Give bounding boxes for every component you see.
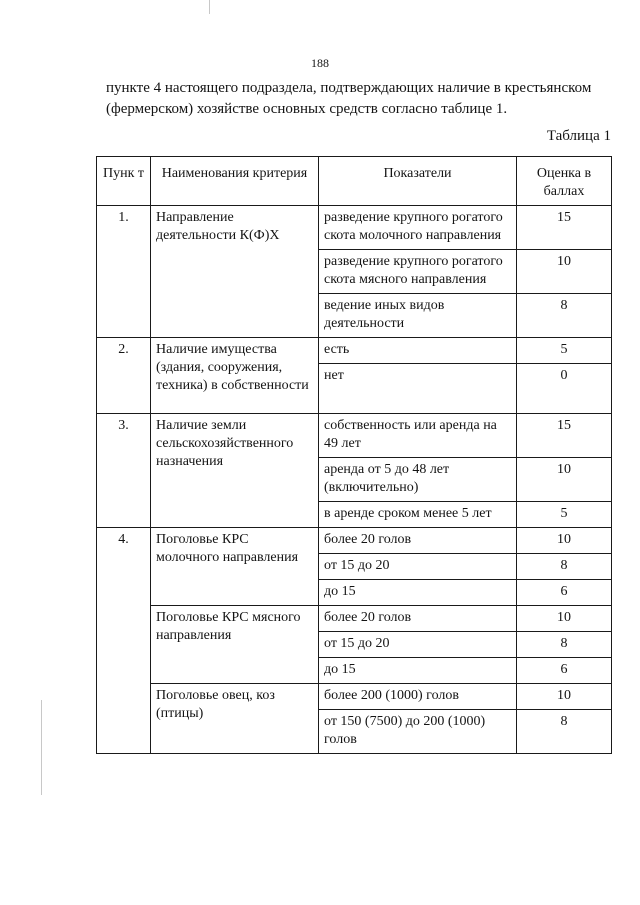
score-cell: 10 <box>517 250 612 294</box>
table-row <box>97 338 612 364</box>
criterion-cell: Направление деятельности К(Ф)Х <box>151 206 319 338</box>
indicator-cell: до 15 <box>319 580 517 606</box>
criterion-cell: Поголовье КРС молочного направления <box>151 528 319 606</box>
score-cell: 0 <box>517 364 612 414</box>
indicator-cell: более 20 голов <box>319 606 517 632</box>
header-indicator: Показатели <box>319 157 517 206</box>
indicator-cell: более 200 (1000) голов <box>319 684 517 710</box>
score-cell: 5 <box>517 502 612 528</box>
score-cell: 10 <box>517 606 612 632</box>
indicator-cell: от 150 (7500) до 200 (1000) голов <box>319 710 517 754</box>
score-cell: 10 <box>517 528 612 554</box>
item-number: 4. <box>97 528 151 754</box>
indicator-cell: более 20 голов <box>319 528 517 554</box>
score-cell: 15 <box>517 414 612 458</box>
scan-artifact-line <box>41 700 42 795</box>
header-criterion: Наименования критерия <box>151 157 319 206</box>
header-score: Оценка в баллах <box>517 157 612 206</box>
table-label: Таблица 1 <box>546 128 611 144</box>
page-number: 188 <box>311 56 329 70</box>
intro-paragraph: пункте 4 настоящего подраздела, подтверждающих наличие в крестьянском (фермерском) хозяйстве основных средств согласно таблице 1. <box>106 80 592 117</box>
indicator-cell: есть <box>319 338 517 364</box>
criterion-cell: Поголовье КРС мясного направления <box>151 606 319 684</box>
criterion-cell: Поголовье овец, коз (птицы) <box>151 684 319 754</box>
indicator-cell: от 15 до 20 <box>319 554 517 580</box>
score-cell: 6 <box>517 580 612 606</box>
table-header-row <box>97 157 612 206</box>
indicator-cell: ведение иных видов деятельности <box>319 294 517 338</box>
header-num: Пунк т <box>97 157 151 206</box>
score-cell: 10 <box>517 684 612 710</box>
item-number: 2. <box>97 338 151 414</box>
criterion-cell: Наличие имущества (здания, сооружения, техника) в собственности <box>151 338 319 414</box>
table-row <box>97 528 612 554</box>
indicator-cell: от 15 до 20 <box>319 632 517 658</box>
indicator-cell: собственность или аренда на 49 лет <box>319 414 517 458</box>
score-cell: 15 <box>517 206 612 250</box>
indicator-cell: в аренде сроком менее 5 лет <box>319 502 517 528</box>
table-row <box>97 606 612 632</box>
score-cell: 6 <box>517 658 612 684</box>
score-cell: 8 <box>517 294 612 338</box>
criteria-table <box>96 156 612 754</box>
criterion-cell: Наличие земли сельскохозяйственного назначения <box>151 414 319 528</box>
table-row <box>97 414 612 458</box>
score-cell: 8 <box>517 632 612 658</box>
indicator-cell: аренда от 5 до 48 лет (включительно) <box>319 458 517 502</box>
score-cell: 10 <box>517 458 612 502</box>
indicator-cell: разведение крупного рогатого скота мясного направления <box>319 250 517 294</box>
indicator-cell: нет <box>319 364 517 414</box>
score-cell: 8 <box>517 554 612 580</box>
scan-artifact-line <box>209 0 210 14</box>
indicator-cell: разведение крупного рогатого скота молочного направления <box>319 206 517 250</box>
item-number: 3. <box>97 414 151 528</box>
item-number: 1. <box>97 206 151 338</box>
table-row <box>97 684 612 710</box>
score-cell: 5 <box>517 338 612 364</box>
table-row <box>97 206 612 250</box>
score-cell: 8 <box>517 710 612 754</box>
indicator-cell: до 15 <box>319 658 517 684</box>
